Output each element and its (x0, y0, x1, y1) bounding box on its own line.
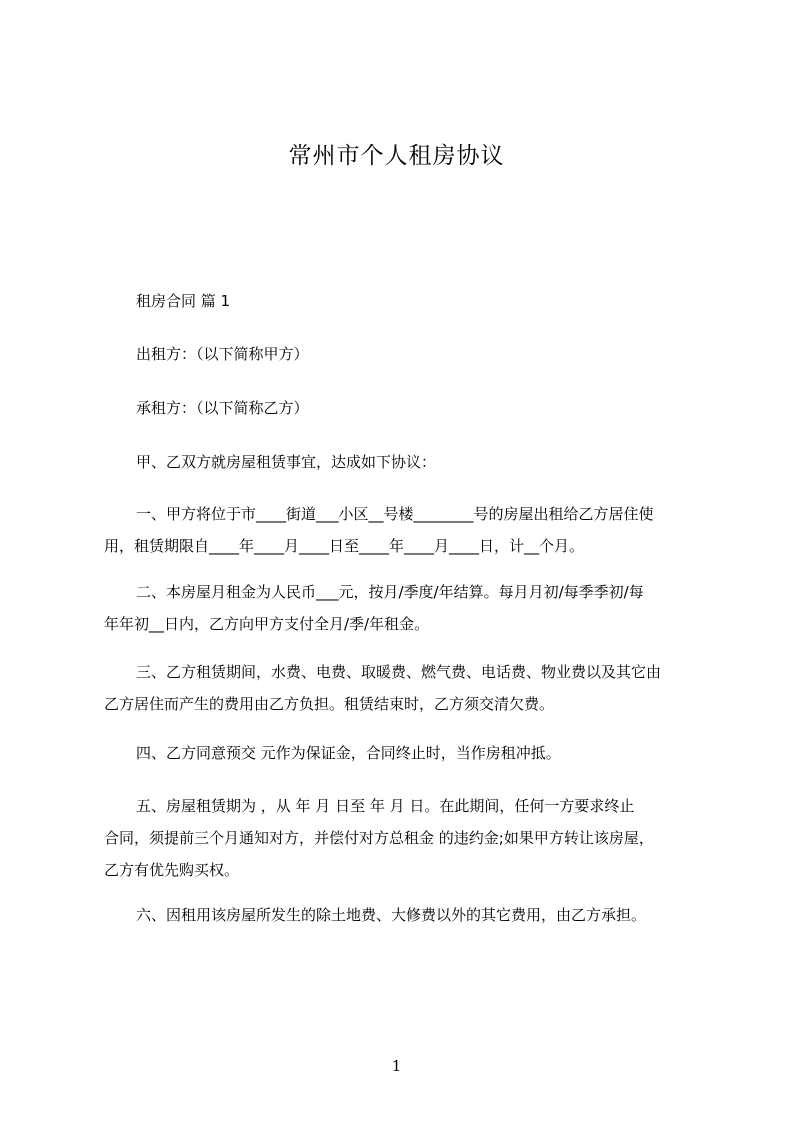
page-number: 1 (391, 1057, 402, 1075)
clause-1-line-1: 一、甲方将位于市____街道___小区__号楼________号的房屋出租给乙方居住使 (136, 505, 654, 523)
clause-2-line-2: 年年初__日内，乙方向甲方支付全月/季/年租金。 (104, 615, 430, 633)
document-title: 常州市个人租房协议 (288, 143, 505, 169)
lessee-line: 承租方：（以下简称乙方） (136, 399, 309, 417)
clause-4-line-1: 四、乙方同意预交 元作为保证金，合同终止时，当作房租冲抵。 (136, 744, 561, 762)
section-heading: 租房合同 篇 1 (136, 292, 231, 310)
clause-5-line-3: 乙方有优先购买权。 (104, 861, 240, 879)
clause-1 (104, 498, 704, 562)
clause-3-line-1: 三、乙方租赁期间，水费、电费、取暖费、燃气费、电话费、物业费以及其它由 (136, 663, 662, 681)
lessor-line: 出租方：（以下简称甲方） (136, 345, 309, 363)
clause-4 (104, 737, 704, 769)
clause-3 (104, 656, 704, 720)
clause-2 (104, 576, 704, 640)
clause-5-line-2: 合同，须提前三个月通知对方，并偿付对方总租金 的违约金;如果甲方转让该房屋， (104, 829, 654, 847)
clause-1-line-2: 用，租赁期限自____年____月____日至____年____月____日，计__个月。 (104, 537, 585, 555)
clause-5 (104, 790, 704, 886)
clause-3-line-2: 乙方居住而产生的费用由乙方负担。租赁结束时，乙方须交清欠费。 (104, 695, 555, 713)
intro-line: 甲、乙双方就房屋租赁事宜，达成如下协议： (136, 453, 437, 471)
clause-5-line-1: 五、房屋租赁期为 ，从 年 月 日至 年 月 日。在此期间，任何一方要求终止 (136, 797, 635, 815)
clause-2-line-1: 二、本房屋月租金为人民币___元，按月/季度/年结算。每月月初/每季季初/每 (136, 583, 644, 601)
clause-6 (104, 899, 704, 931)
clause-6-line-1: 六、因租用该房屋所发生的除土地费、大修费以外的其它费用，由乙方承担。 (136, 906, 647, 924)
